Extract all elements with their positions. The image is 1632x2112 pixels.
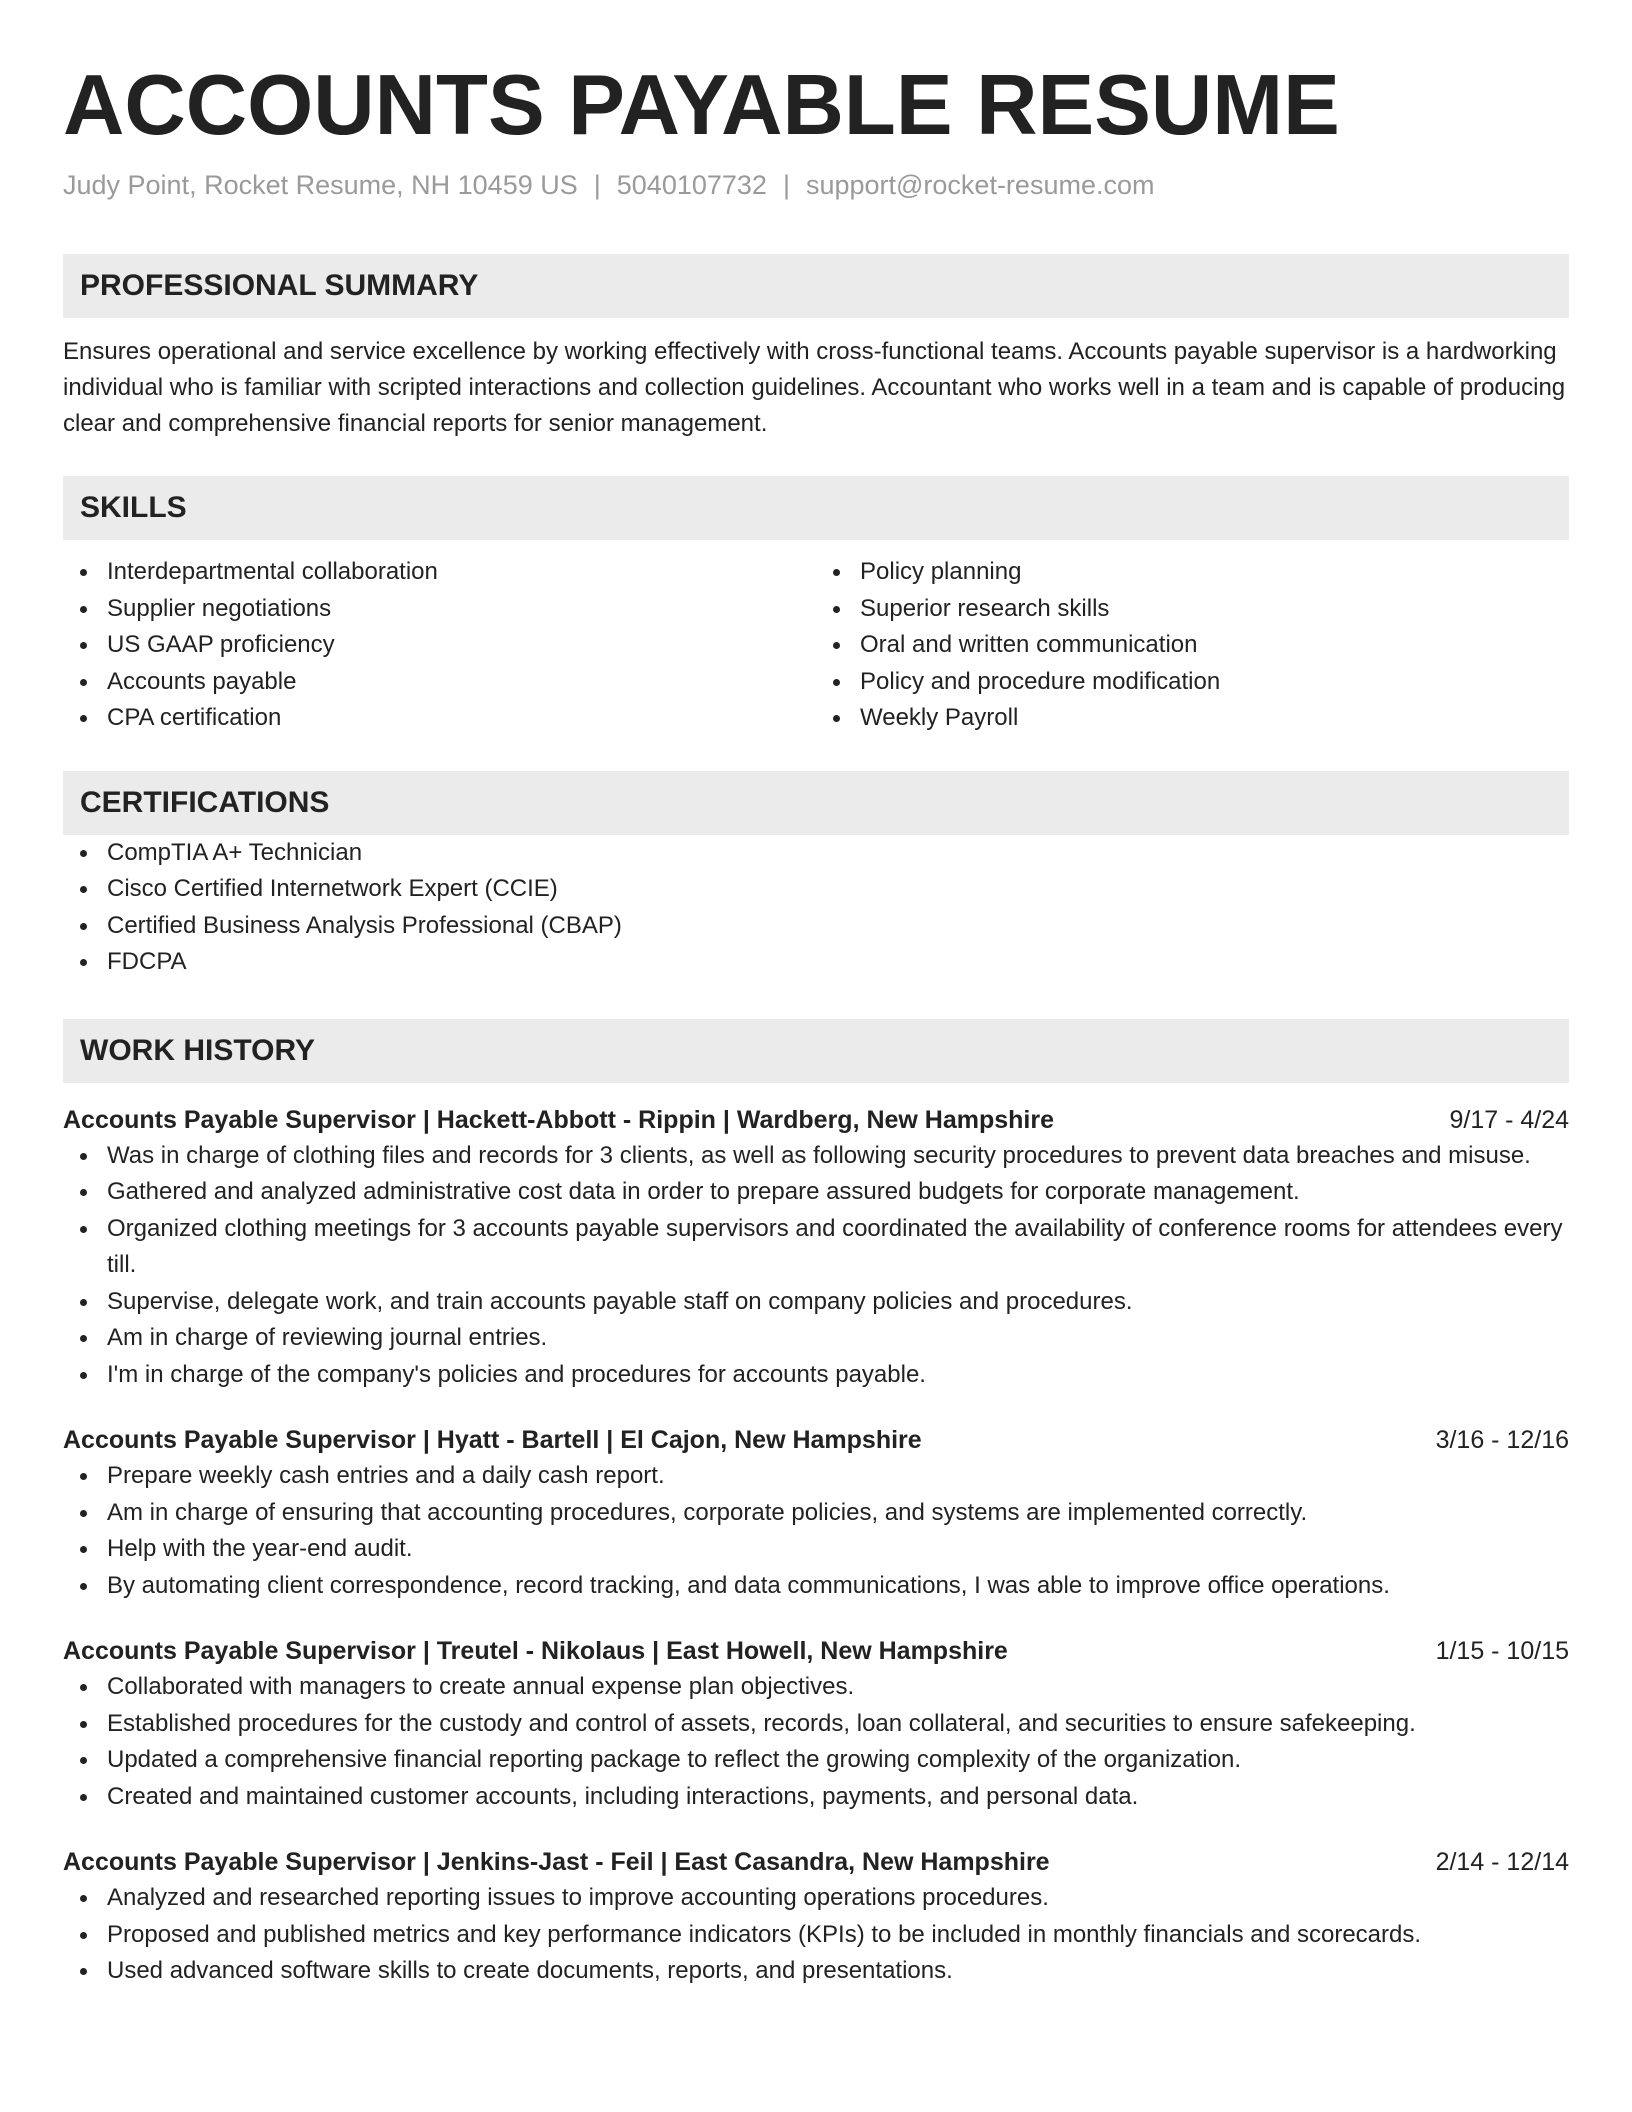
contact-separator: | — [593, 170, 601, 200]
certification-item: FDCPA — [107, 944, 1569, 981]
job-bullet: Created and maintained customer accounts, including interactions, payments, and personal data. — [107, 1779, 1569, 1816]
skill-item: Oral and written communication — [860, 627, 1569, 664]
summary-heading: PROFESSIONAL SUMMARY — [63, 254, 1569, 318]
job-bullets — [63, 1138, 1569, 1394]
job-bullet: Analyzed and researched reporting issues to improve accounting operations procedures. — [107, 1880, 1569, 1917]
job-header — [63, 1102, 1569, 1138]
job-dates: 1/15 - 10/15 — [1435, 1637, 1569, 1665]
job-header — [63, 1844, 1569, 1880]
job-title: Accounts Payable Supervisor | Hyatt - Bartell | El Cajon, New Hampshire — [63, 1426, 922, 1454]
skill-item: CPA certification — [107, 700, 816, 737]
summary-text: Ensures operational and service excellence by working effectively with cross-functional teams. Accounts payable supervisor is a hardworking individual who is familiar with scripted interactions and collection guidelines. Accountant who works well in a team and is capable of producing clear and comprehensive financial reports for senior management. — [63, 338, 1566, 437]
skill-item: Supplier negotiations — [107, 591, 816, 628]
job-bullet: Organized clothing meetings for 3 accounts payable supervisors and coordinated the availability of conference rooms for attendees every till. — [107, 1211, 1569, 1284]
job-title: Accounts Payable Supervisor | Treutel - Nikolaus | East Howell, New Hampshire — [63, 1637, 1008, 1665]
contact-phone: 5040107732 — [616, 170, 767, 200]
skill-item: Superior research skills — [860, 591, 1569, 628]
job-dates: 3/16 - 12/16 — [1435, 1426, 1569, 1454]
certifications-list — [63, 835, 1569, 981]
job-bullet: Supervise, delegate work, and train accounts payable staff on company policies and procedures. — [107, 1284, 1569, 1321]
job-title: Accounts Payable Supervisor | Hackett-Abbott - Rippin | Wardberg, New Hampshire — [63, 1105, 1055, 1134]
job-bullet: Prepare weekly cash entries and a daily cash report. — [107, 1458, 1569, 1495]
job-entry — [63, 1102, 1569, 1394]
job-bullet: Collaborated with managers to create annual expense plan objectives. — [107, 1669, 1569, 1706]
skill-item: Weekly Payroll — [860, 700, 1569, 737]
job-title: Accounts Payable Supervisor | Jenkins-Jast - Feil | East Casandra, New Hampshire — [63, 1848, 1050, 1876]
certification-item: CompTIA A+ Technician — [107, 835, 1569, 872]
job-bullet: Was in charge of clothing files and records for 3 clients, as well as following security procedures to prevent data breaches and misuse. — [107, 1138, 1569, 1175]
job-bullet: Established procedures for the custody and control of assets, records, loan collateral, and securities to ensure safekeeping. — [107, 1706, 1569, 1743]
skill-item: Policy and procedure modification — [860, 664, 1569, 701]
skills-column-right — [816, 554, 1569, 737]
skills-list-left — [63, 554, 816, 737]
work-history-heading: WORK HISTORY — [63, 1019, 1569, 1083]
contact-line — [63, 167, 1569, 203]
job-entry — [63, 1844, 1569, 1990]
skill-item: US GAAP proficiency — [107, 627, 816, 664]
job-header — [63, 1422, 1569, 1458]
skill-item: Accounts payable — [107, 664, 816, 701]
certifications-heading: CERTIFICATIONS — [63, 771, 1569, 835]
skills-heading: SKILLS — [63, 476, 1569, 540]
contact-address: Judy Point, Rocket Resume, NH 10459 US — [63, 170, 578, 200]
job-dates: 2/14 - 12/14 — [1435, 1848, 1569, 1876]
job-entry — [63, 1422, 1569, 1604]
skills-list-right — [816, 554, 1569, 737]
contact-email[interactable]: support@rocket-resume.com — [805, 170, 1155, 200]
certification-item: Certified Business Analysis Professional (CBAP) — [107, 908, 1569, 945]
certification-item: Cisco Certified Internetwork Expert (CCIE) — [107, 871, 1569, 908]
skills-grid — [63, 554, 1569, 737]
job-entry — [63, 1633, 1569, 1815]
skills-column-left — [63, 554, 816, 737]
job-bullet: Am in charge of ensuring that accounting procedures, corporate policies, and systems are implemented correctly. — [107, 1495, 1569, 1532]
contact-separator: | — [782, 170, 790, 200]
job-bullets — [63, 1880, 1569, 1990]
skill-item: Policy planning — [860, 554, 1569, 591]
job-bullet: Am in charge of reviewing journal entries. — [107, 1320, 1569, 1357]
job-bullets — [63, 1669, 1569, 1815]
job-bullets — [63, 1458, 1569, 1604]
job-bullet: Used advanced software skills to create documents, reports, and presentations. — [107, 1953, 1569, 1990]
job-bullet: Gathered and analyzed administrative cost data in order to prepare assured budgets for corporate management. — [107, 1174, 1569, 1211]
job-dates: 9/17 - 4/24 — [1449, 1105, 1569, 1134]
job-bullet: By automating client correspondence, record tracking, and data communications, I was able to improve office operations. — [107, 1568, 1569, 1605]
job-bullet: Proposed and published metrics and key performance indicators (KPIs) to be included in monthly financials and scorecards. — [107, 1917, 1569, 1954]
job-bullet: Help with the year-end audit. — [107, 1531, 1569, 1568]
job-bullet: Updated a comprehensive financial reporting package to reflect the growing complexity of the organization. — [107, 1742, 1569, 1779]
job-bullet: I'm in charge of the company's policies and procedures for accounts payable. — [107, 1357, 1569, 1394]
job-header — [63, 1633, 1569, 1669]
skill-item: Interdepartmental collaboration — [107, 554, 816, 591]
resume-title: ACCOUNTS PAYABLE RESUME — [63, 58, 1340, 153]
